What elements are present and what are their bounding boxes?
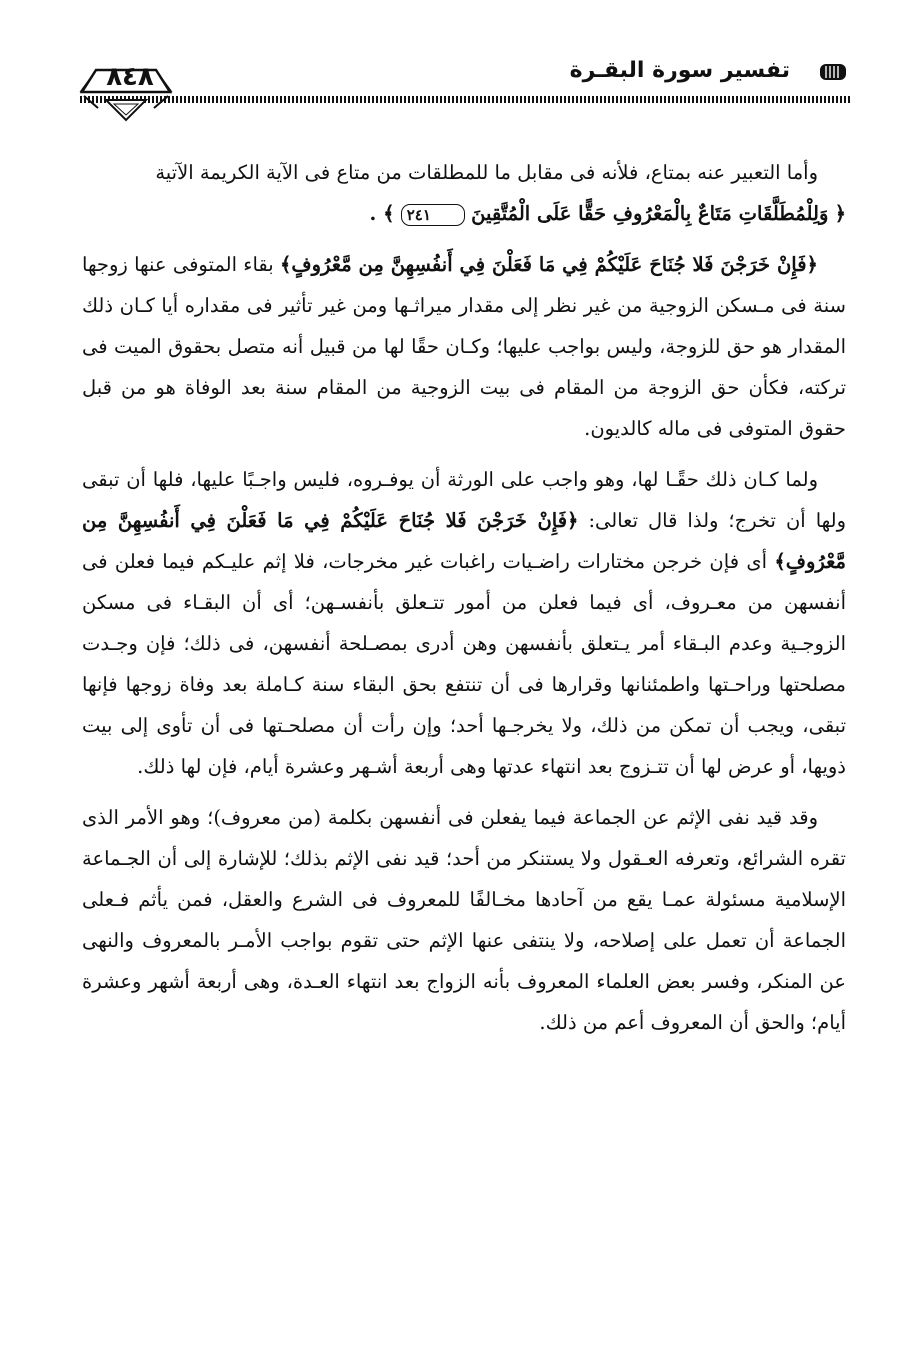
quran-verse: وَلِلْمُطَلَّقَاتِ مَتَاعٌ بِالْمَعْرُوفِ حَقًّا عَلَى الْمُتَّقِينَ	[471, 202, 829, 225]
body-text: وقد قيد نفى الإثم عن الجماعة فيما يفعلن فى أنفسهن بكلمة (من معروف)؛ وهو الأمر الذى تقره الشرائع، وتعرفه العـقول ولا يستنكر من أحد؛ قيد نفى الإثم بذلك؛ للإشارة إلى أن الجـماعة الإسلامية مسئولة عمـا يقع من آحادها مخـالفًا للمعروف فى الشرع والعقل، فمن يأثم فـعلى الجماعة أن تعمل على إصلاحه، ولا ينتفى عنها الإثم حتى تقوم بواجب الأمـر بالمعروف والنهى عن المنكر، وفسر بعض العلماء المعروف بأنه الزواج بعد انتهاء العـدة، وهى أربعة أشهر وعشرة أيام؛ والحق أن المعروف أعم من ذلك.	[82, 806, 846, 1034]
page-header	[80, 50, 850, 130]
verse-open-bracket: ﴿	[834, 202, 846, 225]
ornament-icon	[816, 60, 850, 84]
body-text: بقاء المتوفى عنها زوجها سنة فى مـسكن الزوجية من غير نظر إلى مقدار ميراثـها ومن غير تأثير فى مقداره أيا كـان ذلك المقدار هو حق للزوجة، وليس بواجب عليها؛ وكـان حقًا لها من قبيل أنه متصل بحقوق الميت فى تركته، فكأن حق الزوجة من المقام فى بيت الزوجية من المقام سنة بعد الوفاة هو من قبل حقوق المتوفى فى ماله كالديون.	[82, 253, 846, 440]
running-title: تفسير سورة البقـرة	[569, 58, 790, 83]
verse-number: ٢٤١	[401, 204, 465, 226]
body-text: أى فإن خرجن مختارات راضـيات راغبات غير مخرجات، فلا إثم عليـكم فيما فعلن فى أنفسهن من معـروف، أى فيما فعلن من أمور تتـعلق بأنفسـهن؛ أى أن البقـاء فى مسكن الزوجـية وعدم البـقاء أمر يـتعلق بأنفسهن وهن أدرى بمصـلحة أنفسهن، فى ذلك؛ فإن وجـدت مصلحتها وراحـتها واطمئنانها وقرارها فى أن تنتفع بحق البقاء سنة كـاملة بعد وفاة زوجها فإنها تبقى، ويجب أن تمكن من ذلك، ولا يخرجـها أحد؛ وإن رأت أن مصلحـتها فى أن تأوى إلى بيت ذويها، أو عرض لها أن تتـزوج بعد انتهاء عدتها وهى أربعة أشـهر وعشرة أيام، فإن لها ذلك.	[82, 550, 846, 778]
header-rule	[80, 96, 850, 103]
quran-verse: فَإِنْ خَرَجْنَ فَلا جُنَاحَ عَلَيْكُمْ فِي مَا فَعَلْنَ فِي أَنفُسِهِنَّ مِن مَّعْرُوفٍ	[291, 253, 807, 276]
paragraph-1	[82, 152, 846, 234]
page-number: ٨٤٨	[106, 62, 154, 92]
body-text: وأما التعبير عنه بمتاع، فلأنه فى مقابل ما للمطلقات من متاع فى الآية الكريمة الآتية	[155, 161, 818, 184]
quran-verse: فَإِنْ خَرَجْنَ فَلا جُنَاحَ عَلَيْكُمْ فِي مَا فَعَلْنَ فِي أَنفُسِهِنَّ مِن مَّعْرُوفٍ	[82, 509, 846, 573]
verse-close-bracket: ﴾	[774, 550, 786, 573]
paragraph-3	[82, 459, 846, 787]
page-body	[82, 152, 846, 1043]
verse-open-bracket: ﴿	[806, 253, 818, 276]
body-text: ولما كـان ذلك حقًـا لها، وهو واجب على الورثة أن يوفـروه، فليس واجـبًا عليها، فلها أن تبقى ولها أن تخرج؛ ولذا قال تعالى:	[82, 468, 846, 532]
paragraph-2	[82, 244, 846, 449]
verse-close-bracket: ﴾ .	[369, 202, 395, 225]
paragraph-4	[82, 797, 846, 1043]
verse-close-bracket: ﴾	[279, 253, 292, 276]
verse-open-bracket: ﴿	[567, 509, 579, 532]
